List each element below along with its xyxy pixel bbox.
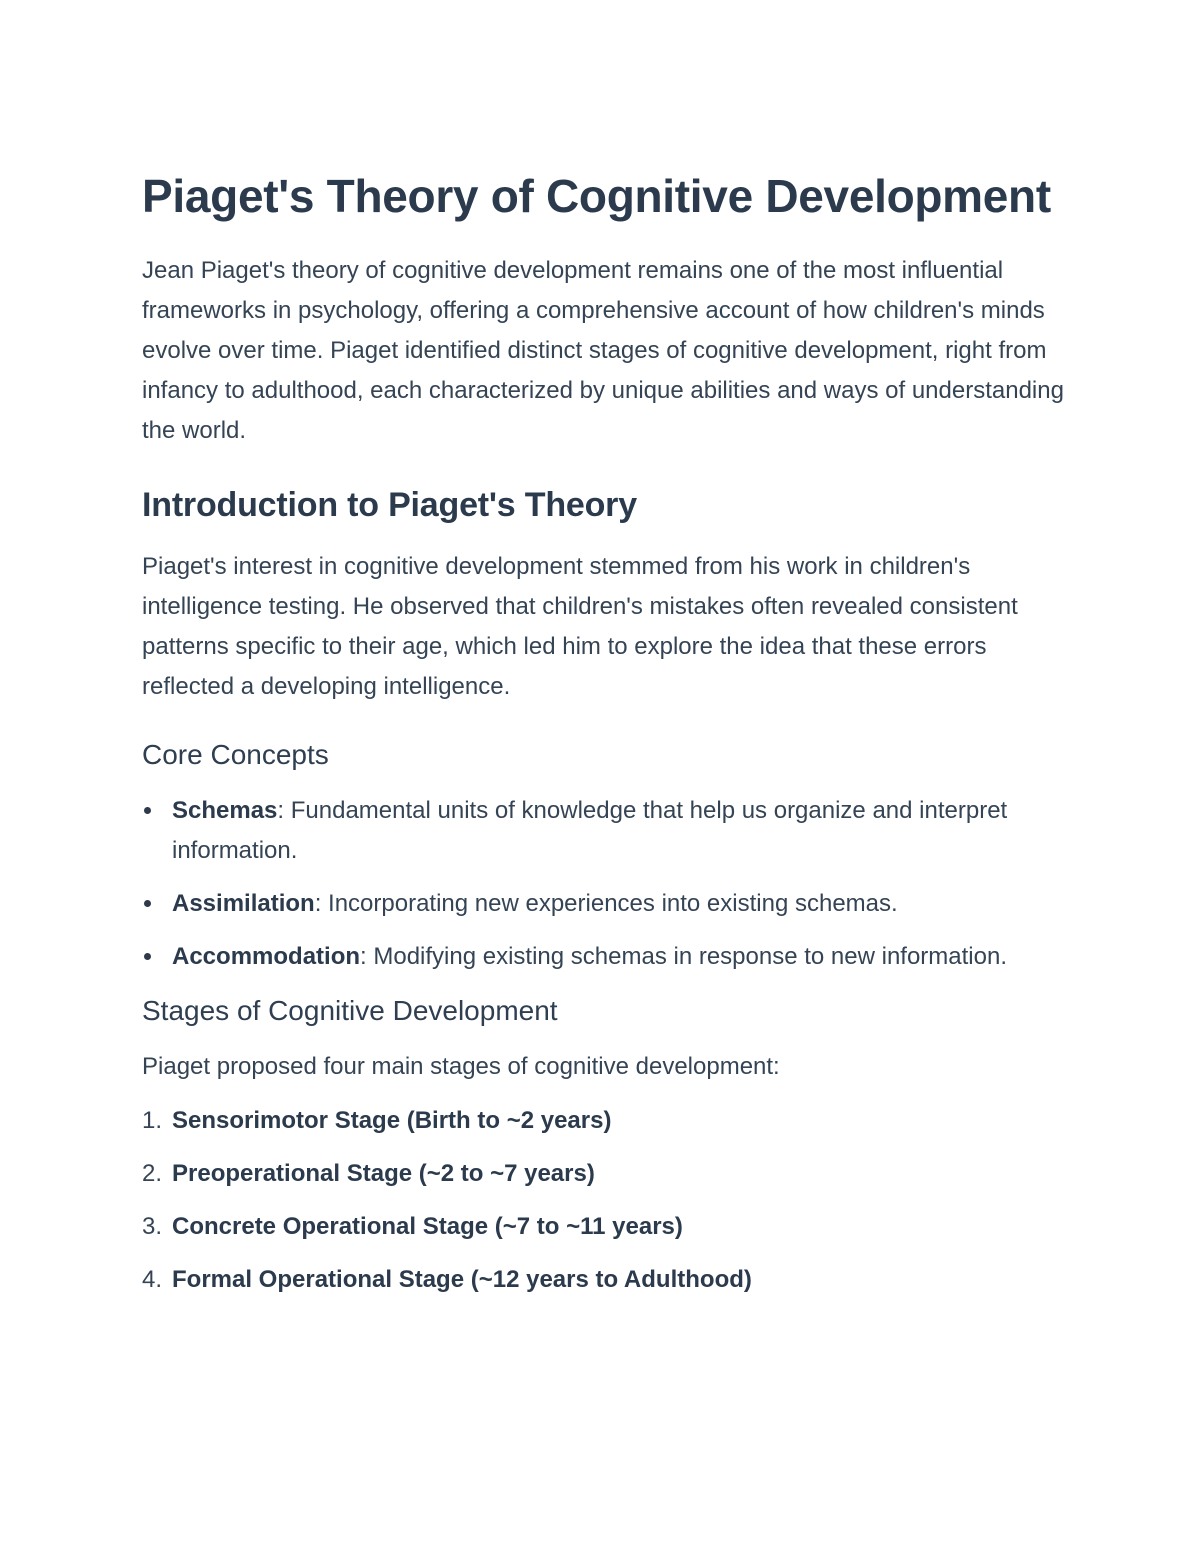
concept-description: : Incorporating new experiences into existing schemas. (314, 890, 898, 917)
list-item (142, 791, 1072, 871)
list-item (142, 1260, 1072, 1300)
stages-lead-paragraph: Piaget proposed four main stages of cognitive development: (142, 1053, 780, 1080)
list-item (142, 1101, 1072, 1141)
bullet-icon (144, 953, 151, 960)
list-item (142, 1154, 1072, 1194)
concept-description: : Fundamental units of knowledge that help us organize and interpret information. (172, 797, 1008, 864)
stage-label: Sensorimotor Stage (Birth to ~2 years) (172, 1107, 612, 1134)
stage-label: Preoperational Stage (~2 to ~7 years) (172, 1160, 595, 1187)
bullet-icon (144, 900, 151, 907)
stage-label: Concrete Operational Stage (~7 to ~11 years) (172, 1213, 683, 1240)
stage-number: 3. (142, 1213, 163, 1240)
concept-term: Schemas (172, 797, 278, 824)
stage-number: 4. (142, 1266, 163, 1293)
list-item (142, 937, 1072, 977)
document-page (142, 165, 1072, 1313)
stage-label: Formal Operational Stage (~12 years to Adulthood) (172, 1266, 752, 1293)
core-concepts-list (142, 791, 1072, 977)
stages-list (142, 1101, 1072, 1300)
concept-term: Assimilation (172, 890, 315, 917)
stage-number: 1. (142, 1107, 163, 1134)
list-item (142, 1207, 1072, 1247)
subheading-core-concepts: Core Concepts (142, 739, 329, 770)
list-item (142, 884, 1072, 924)
concept-description: : Modifying existing schemas in response to new information. (360, 943, 1007, 970)
page-title: Piaget's Theory of Cognitive Development (142, 170, 1051, 222)
bullet-icon (144, 807, 151, 814)
subheading-stages: Stages of Cognitive Development (142, 995, 558, 1026)
stage-number: 2. (142, 1160, 163, 1187)
intro-paragraph: Jean Piaget's theory of cognitive development remains one of the most influential frameworks in psychology, offering a comprehensive account of how children's minds evolve over time. Piaget identified distinct stages of cognitive development, right from infancy to adulthood, each characterized by unique abilities and ways of understanding the world. (142, 257, 1064, 444)
section-heading-introduction: Introduction to Piaget's Theory (142, 486, 637, 524)
concept-term: Accommodation (172, 943, 361, 970)
introduction-paragraph: Piaget's interest in cognitive development stemmed from his work in children's intelligence testing. He observed that children's mistakes often revealed consistent patterns specific to their age, which led him to explore the idea that these errors reflected a developing intelligence. (142, 553, 1018, 700)
